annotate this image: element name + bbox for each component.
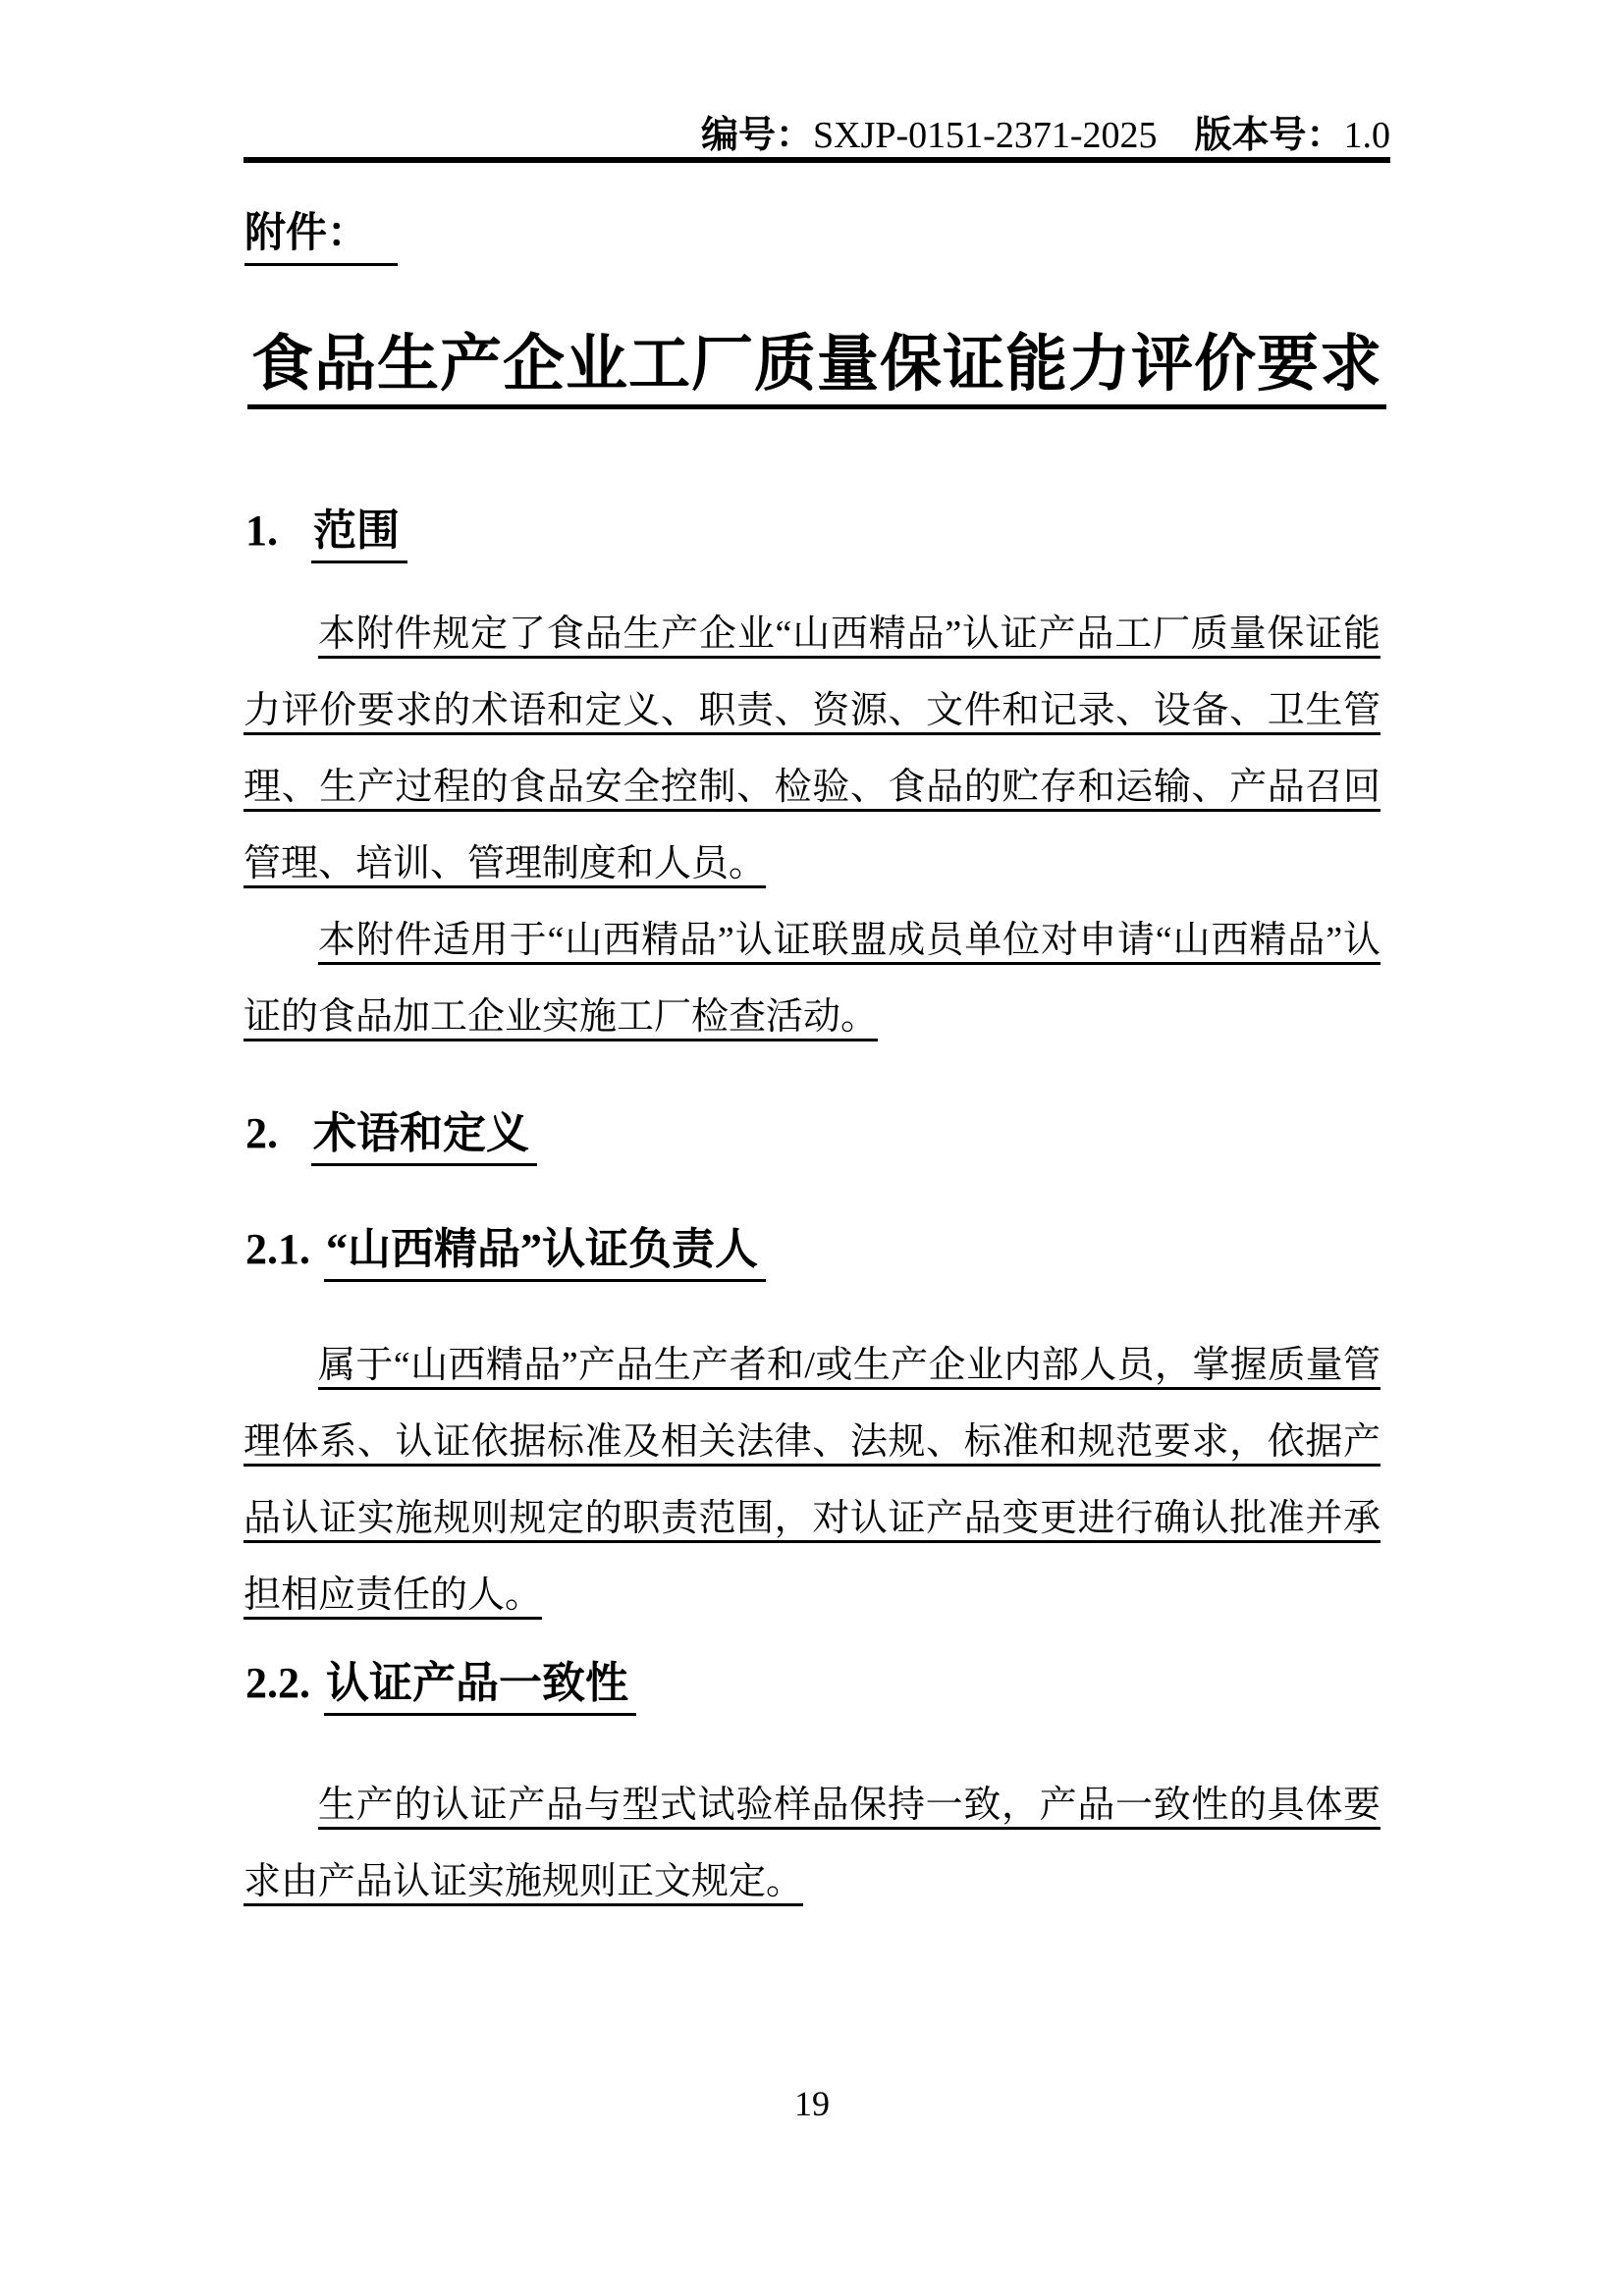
paragraph: 属于“山西精品”产品生产者和/或生产企业内部人员，掌握质量管理体系、认证依据标准及相关法律、法规、标准和规范要求，依据产品认证实施规则规定的职责范围，对认证产品变更进行确认批准并承担相应责任的人。: [244, 1345, 1380, 1616]
section-2-2-title: 认证产品一致性: [324, 1659, 636, 1716]
section-2-2-body: [244, 1767, 1380, 1920]
section-1-body: [244, 596, 1380, 1055]
paragraph: 本附件规定了食品生产企业“山西精品”认证产品工厂质量保证能力评价要求的术语和定义、职责、资源、文件和记录、设备、卫生管理、生产过程的食品安全控制、检验、食品的贮存和运输、产品召回管理、培训、管理制度和人员。: [244, 614, 1380, 884]
doc-code-label: 编号：: [701, 115, 814, 156]
doc-version-label: 版本号：: [1194, 115, 1344, 156]
title-row: [244, 332, 1390, 409]
section-1-title: 范围: [311, 507, 407, 563]
paragraph: 本附件适用于“山西精品”认证联盟成员单位对申请“山西精品”认证的食品加工企业实施工厂检查活动。: [244, 920, 1380, 1038]
section-2-1-body: [244, 1327, 1380, 1633]
document-header: [244, 114, 1390, 157]
doc-code-value: SXJP-0151-2371-2025: [813, 115, 1158, 156]
section-2-title: 术语和定义: [311, 1109, 537, 1166]
section-2-number: 2.: [245, 1109, 278, 1157]
attachment-label-row: [244, 208, 398, 266]
section-2-1-heading: [245, 1223, 766, 1276]
section-2-heading: [245, 1107, 537, 1160]
section-2-2-heading: [245, 1657, 636, 1710]
document-title: 食品生产企业工厂质量保证能力评价要求: [247, 332, 1386, 409]
section-1-number: 1.: [245, 507, 278, 555]
doc-version-value: 1.0: [1343, 115, 1390, 156]
header-rule: [244, 157, 1390, 163]
section-2-1-title: “山西精品”认证负责人: [324, 1225, 766, 1282]
section-1-heading: [245, 505, 407, 558]
page-number: 19: [794, 2084, 830, 2123]
section-2-1-number: 2.1.: [245, 1225, 310, 1273]
paragraph: 生产的认证产品与型式试验样品保持一致，产品一致性的具体要求由产品认证实施规则正文规定。: [244, 1785, 1380, 1902]
section-2-2-number: 2.2.: [245, 1659, 310, 1707]
attachment-label: 附件：: [244, 208, 398, 266]
